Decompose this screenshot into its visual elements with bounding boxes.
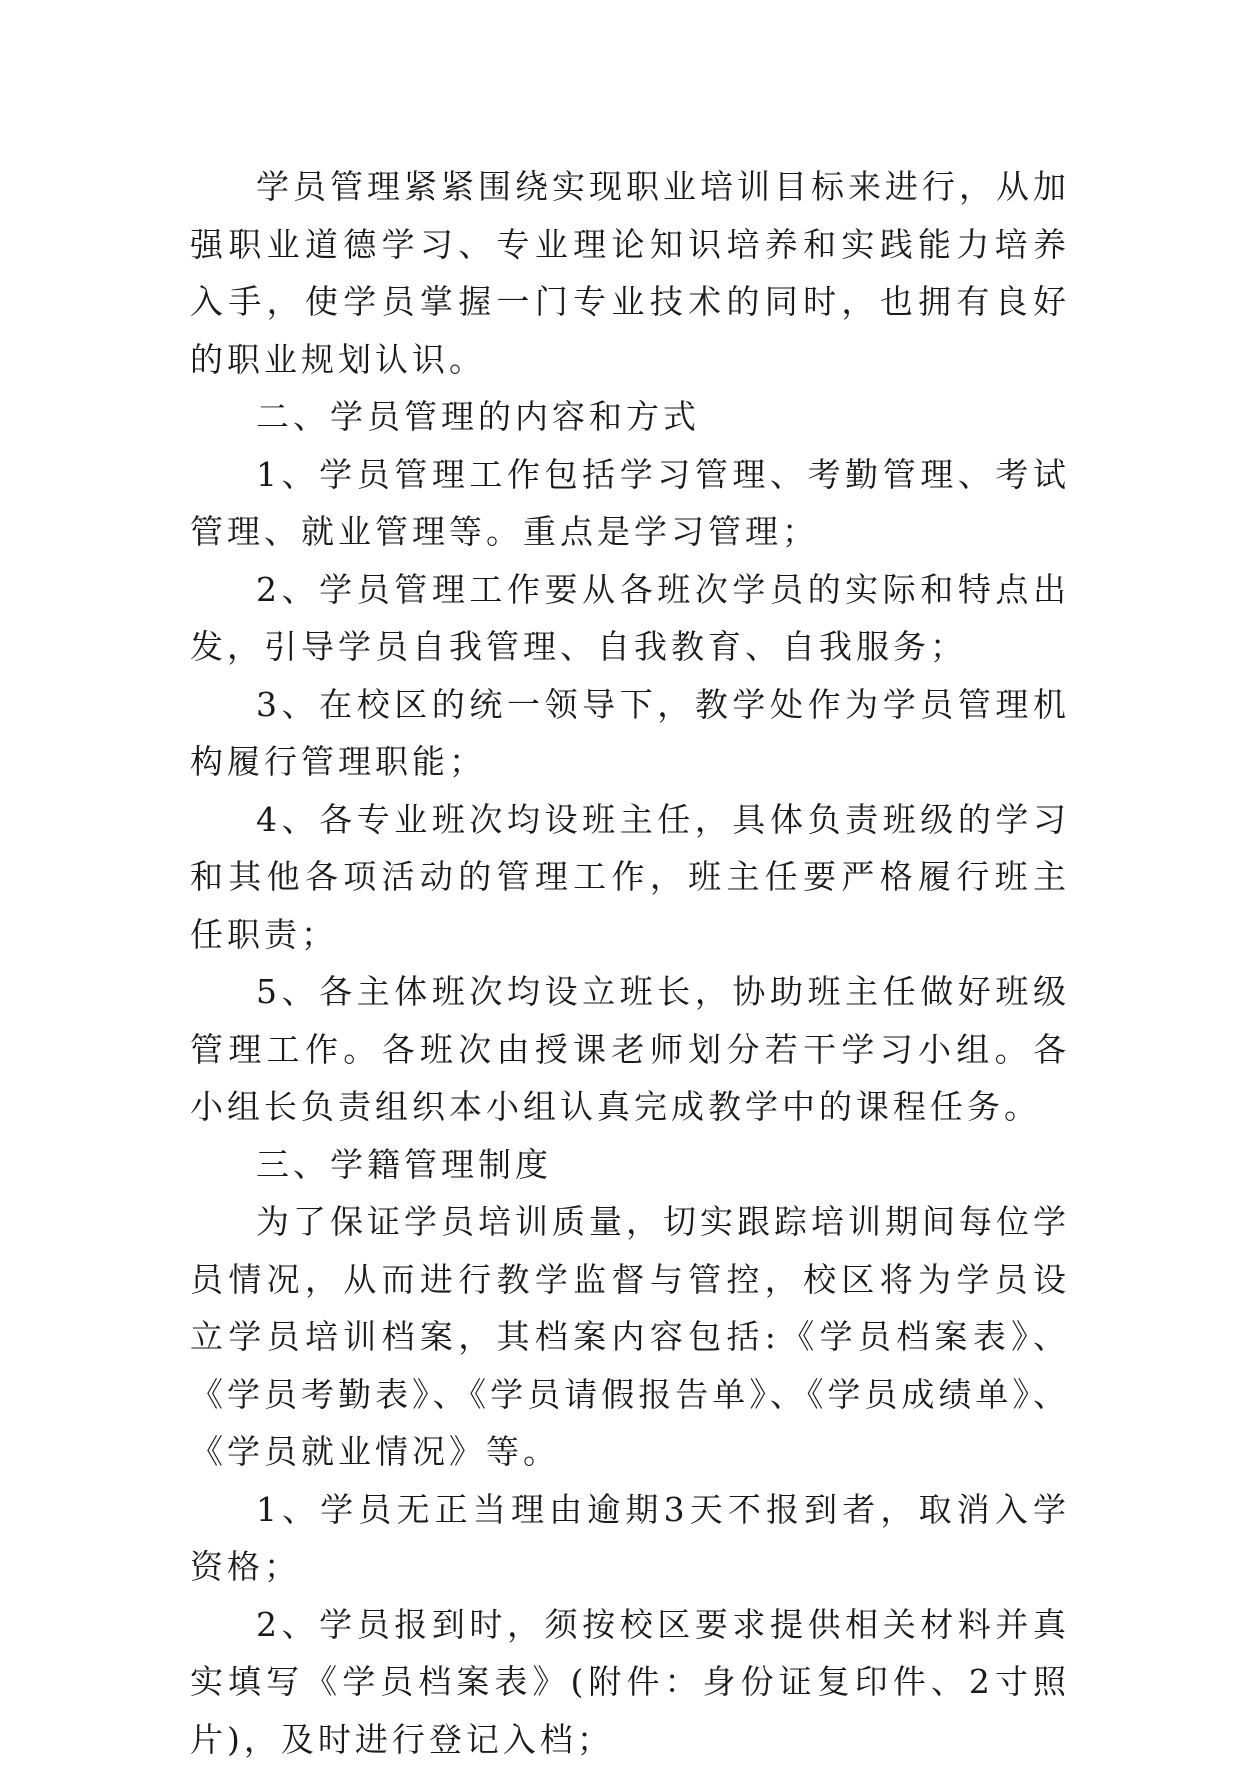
list-item-2-5: 5、各主体班次均设立班长，协助班主任做好班级管理工作。各班次由授课老师划分若干学习小组。各小组长负责组织本小组认真完成教学中的课程任务。 xyxy=(190,963,1070,1136)
list-item-2-3: 3、在校区的统一领导下，教学处作为学员管理机构履行管理职能； xyxy=(190,676,1070,791)
section-heading-2: 二、学员管理的内容和方式 xyxy=(190,388,1070,446)
list-item-2-2: 2、学员管理工作要从各班次学员的实际和特点出发，引导学员自我管理、自我教育、自我服务； xyxy=(190,561,1070,676)
list-item-2-1: 1、学员管理工作包括学习管理、考勤管理、考试管理、就业管理等。重点是学习管理； xyxy=(190,446,1070,561)
list-item-3-1: 1、学员无正当理由逾期3天不报到者，取消入学资格； xyxy=(190,1481,1070,1596)
document-body xyxy=(190,158,1070,1768)
paragraph-intro: 学员管理紧紧围绕实现职业培训目标来进行，从加强职业道德学习、专业理论知识培养和实践能力培养入手，使学员掌握一门专业技术的同时，也拥有良好的职业规划认识。 xyxy=(190,158,1070,388)
section-heading-3: 三、学籍管理制度 xyxy=(190,1136,1070,1194)
list-item-3-2: 2、学员报到时，须按校区要求提供相关材料并真实填写《学员档案表》(附件：身份证复印件、2寸照片)，及时进行登记入档； xyxy=(190,1596,1070,1768)
paragraph-archive: 为了保证学员培训质量，切实跟踪培训期间每位学员情况，从而进行教学监督与管控，校区将为学员设立学员培训档案，其档案内容包括:《学员档案表》、《学员考勤表》、《学员请假报告单》、《学员成绩单》、《学员就业情况》等。 xyxy=(190,1193,1070,1481)
list-item-2-4: 4、各专业班次均设班主任，具体负责班级的学习和其他各项活动的管理工作，班主任要严格履行班主任职责； xyxy=(190,791,1070,964)
